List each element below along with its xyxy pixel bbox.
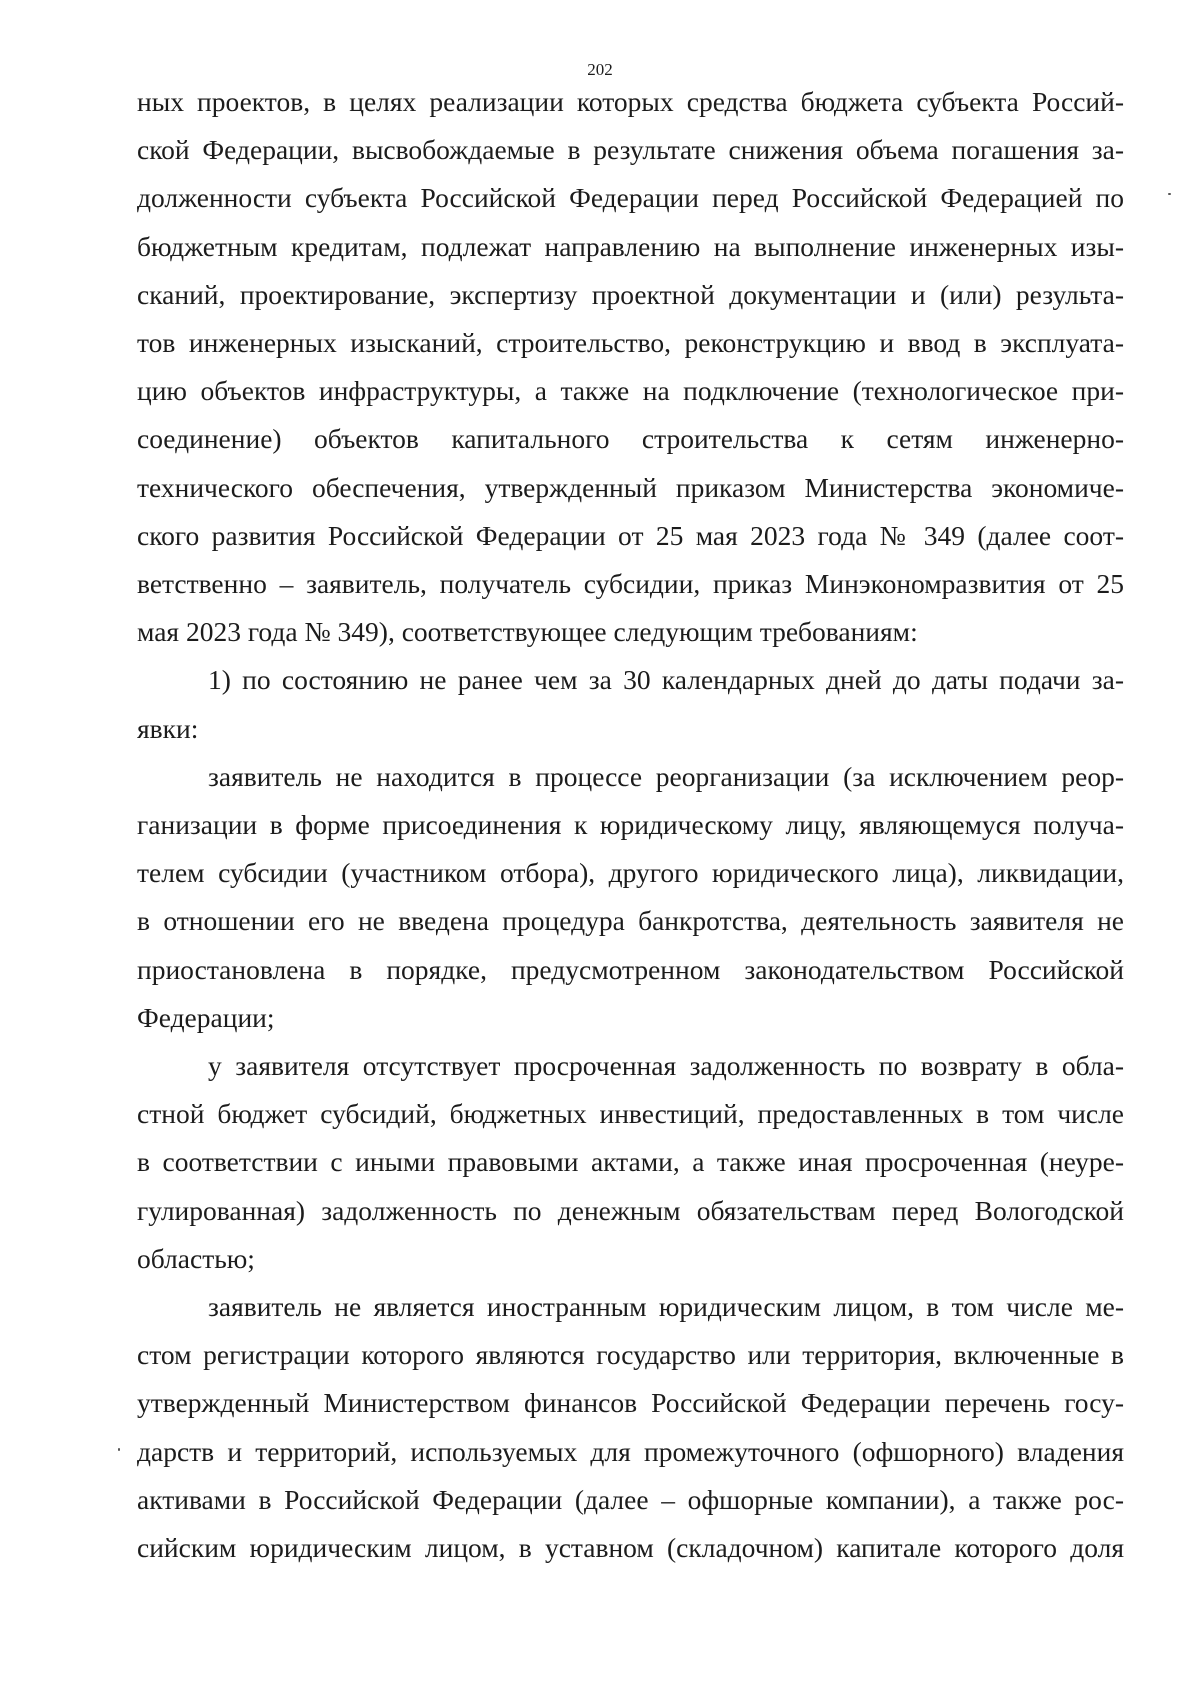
text-line: сканий, проектирование, экспертизу проектной документации и (или) результа-	[137, 278, 1124, 310]
text-line: ского развития Российской Федерации от 25 мая 2023 года № 349 (далее соот-	[137, 519, 1124, 551]
text-line: в отношении его не введена процедура банкротства, деятельность заявителя не	[137, 905, 1124, 937]
text-line: гулированная) задолженность по денежным обязательствам перед Вологодской	[137, 1194, 1124, 1226]
text-line: активами в Российской Федерации (далее – офшорные компании), а также рос-	[137, 1483, 1124, 1515]
text-line: Федерации;	[137, 1001, 275, 1033]
text-line: у заявителя отсутствует просроченная задолженность по возврату в обла-	[208, 1050, 1124, 1082]
text-line: дарств и территорий, используемых для промежуточного (офшорного) владения	[137, 1435, 1124, 1467]
text-line: технического обеспечения, утвержденный приказом Министерства экономиче-	[137, 471, 1124, 503]
text-line: цию объектов инфраструктуры, а также на подключение (технологическое при-	[137, 375, 1124, 407]
scan-speck	[1168, 193, 1171, 195]
body-text	[137, 78, 1124, 1572]
text-line: ветственно – заявитель, получатель субсидии, приказ Минэкономразвития от 25	[137, 568, 1124, 600]
text-line: заявитель не находится в процессе реорганизации (за исключением реор-	[208, 760, 1124, 792]
text-line: ных проектов, в целях реализации которых средства бюджета субъекта Россий-	[137, 86, 1124, 117]
paragraph	[137, 78, 1124, 656]
text-line: стом регистрации которого являются государство или территория, включенные в	[137, 1339, 1124, 1371]
paragraph	[137, 1283, 1124, 1572]
page-number: 202	[587, 60, 613, 79]
paragraph	[137, 1042, 1124, 1283]
text-line: приостановлена в порядке, предусмотренном законодательством Российской	[137, 953, 1124, 985]
text-line: заявитель не является иностранным юридическим лицом, в том числе ме-	[208, 1291, 1124, 1323]
text-line: ской Федерации, высвобождаемые в результате снижения объема погашения за-	[137, 134, 1124, 166]
text-line: стной бюджет субсидий, бюджетных инвестиций, предоставленных в том числе	[137, 1098, 1124, 1130]
text-line: в соответствии с иными правовыми актами, а также иная просроченная (неуре-	[137, 1146, 1124, 1178]
text-line: 1) по состоянию не ранее чем за 30 календарных дней до даты подачи за-	[208, 664, 1124, 696]
text-line: областью;	[137, 1242, 255, 1274]
text-line: мая 2023 года № 349), соответствующее следующим требованиям:	[137, 616, 918, 648]
text-line: сийским юридическим лицом, в уставном (складочном) капитале которого доля	[137, 1532, 1124, 1564]
text-line: явки:	[137, 712, 199, 744]
text-line: тов инженерных изысканий, строительство, реконструкцию и ввод в эксплуата-	[137, 327, 1124, 359]
text-line: соединение) объектов капитального строительства к сетям инженерно-	[137, 423, 1124, 455]
text-line: долженности субъекта Российской Федерации перед Российской Федерацией по	[137, 182, 1124, 214]
text-line: ганизации в форме присоединения к юридическому лицу, являющемуся получа-	[137, 809, 1124, 841]
paragraph	[137, 753, 1124, 1042]
text-line: бюджетным кредитам, подлежат направлению на выполнение инженерных изы-	[137, 230, 1124, 262]
text-line: утвержденный Министерством финансов Российской Федерации перечень госу-	[137, 1387, 1124, 1419]
paragraph	[137, 656, 1124, 752]
text-line: телем субсидии (участником отбора), другого юридического лица), ликвидации,	[137, 857, 1124, 889]
scan-speck	[118, 1448, 120, 1451]
